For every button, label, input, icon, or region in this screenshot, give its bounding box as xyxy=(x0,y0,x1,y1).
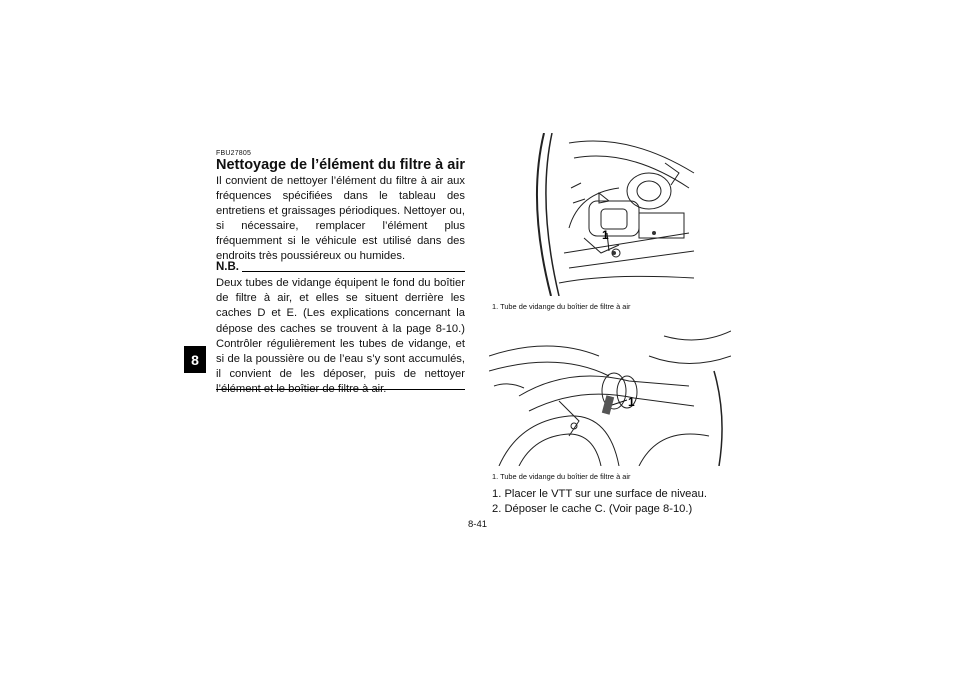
step-1: 1. Placer le VTT sur une surface de niveau. xyxy=(492,488,707,500)
note-text: Deux tubes de vidange équipent le fond du boîtier de filtre à air, et elles se situent derrière les caches D et E. (Les explications concernant la dépose des caches se trouvent à la page 8-10.) Contrôler régulièrement les tubes de vidange, et si de la poussière ou de l’eau s’y sont accumulés, il convient de les déposer, puis de nettoyer l’élément et le boîtier de filtre à air. xyxy=(216,277,465,396)
step-2: 2. Déposer le cache C. (Voir page 8-10.) xyxy=(492,503,693,516)
figure-1-drawing xyxy=(489,133,703,296)
note-label: N.B. xyxy=(216,261,239,273)
section-title: Nettoyage de l’élément du filtre à air xyxy=(216,157,465,173)
figure-2-callout: 1 xyxy=(628,395,635,409)
figure-2-drawing xyxy=(489,326,731,466)
page-number: 8-41 xyxy=(468,519,488,530)
note-end-rule xyxy=(216,389,465,390)
section-code: FBU27805 xyxy=(216,150,252,157)
section-body: Il convient de nettoyer l’élément du filtre à air aux fréquences spécifiées dans le tableau des entretiens et graissages périodiques. Nettoyer ou, si nécessaire, remplacer l’élément plus fréquemment si le véhicule est utilisé dans des endroits très poussiéreux ou humides. xyxy=(216,175,465,262)
figure-2-illustration xyxy=(489,326,731,466)
note-header xyxy=(216,261,465,274)
figure-1-callout: 1 xyxy=(602,228,609,242)
chapter-tab: 8 xyxy=(184,346,206,373)
figure-1-caption: 1. Tube de vidange du boîtier de filtre à air xyxy=(492,302,631,311)
procedure-steps xyxy=(492,487,707,517)
figure-1-illustration xyxy=(489,133,703,296)
figure-2-caption: 1. Tube de vidange du boîtier de filtre à air xyxy=(492,472,631,481)
note-rule xyxy=(242,271,465,272)
